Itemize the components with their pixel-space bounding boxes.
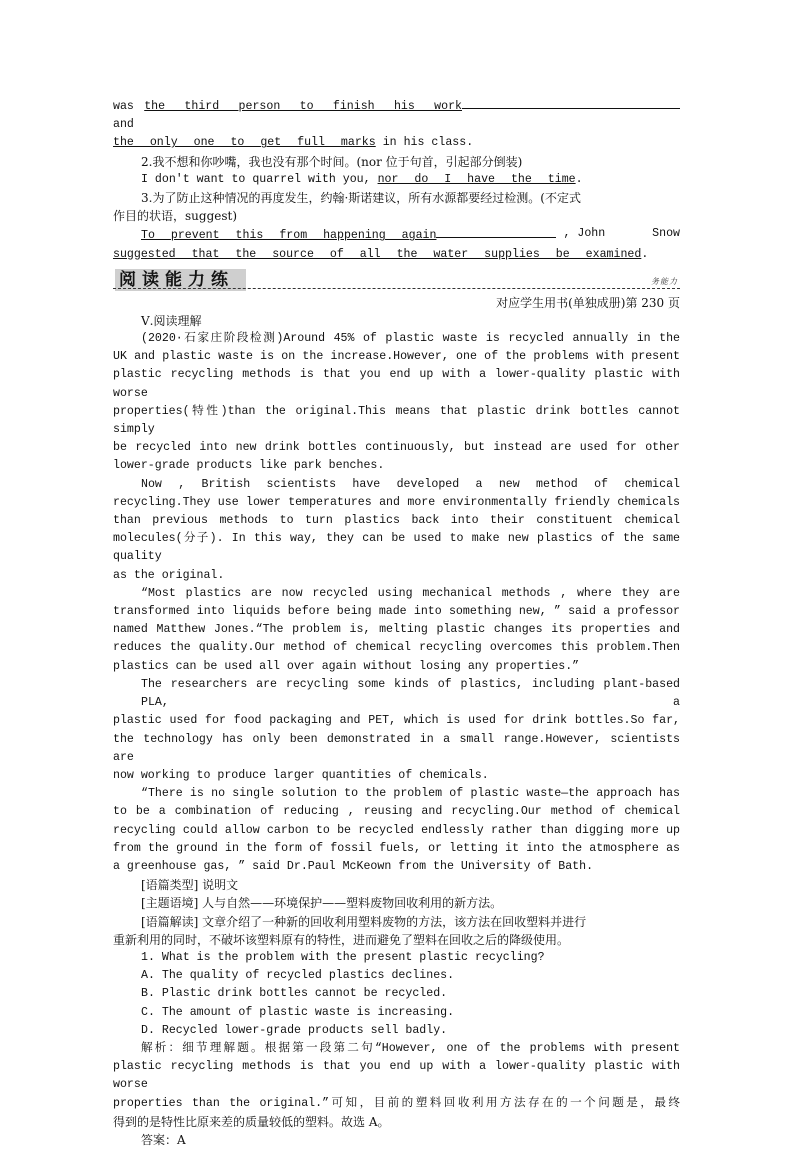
passage-line: properties(特性)than the original.This means that plastic drink bottles cannot simply xyxy=(113,404,680,437)
section-tag: 务能力 xyxy=(651,276,678,286)
section-header xyxy=(113,268,680,292)
passage-line: as the original. xyxy=(113,568,225,582)
passage-line: lower-grade products like park benches. xyxy=(113,459,385,473)
passage-line: plastic recycling methods is that you end up with a lower-quality plastic with worse xyxy=(113,368,680,400)
section-title: 阅读能力练 xyxy=(115,269,246,291)
passage-line: the technology has only been demonstrated in a small range.However, scientists are xyxy=(113,732,680,764)
passage-line: recycling.They use lower temperatures and more environmentally friendly chemicals xyxy=(113,495,680,509)
question-3-chinese-cont: 作目的状语，suggest) xyxy=(113,209,238,224)
question-1: 1. What is the problem with the present plastic recycling? xyxy=(141,950,545,964)
analysis-line: properties than the original.”可知，目前的塑料回收利用方法存在的一个问题是，最终 xyxy=(113,1096,680,1110)
reading-passage xyxy=(113,330,680,876)
reading-heading: Ⅴ.阅读理解 xyxy=(141,313,202,328)
passage-line: transformed into liquids before being made into something new, ” said a professor xyxy=(113,605,680,619)
passage-line: from the ground in the form of fossil fuels, or letting it into the atmosphere as xyxy=(113,841,680,855)
passage-line: recycling could allow carbon to be recycled endlessly rather than digging more up xyxy=(113,823,680,837)
passage-line: “Most plastics are now recycled using mechanical methods , where they are xyxy=(141,586,680,600)
analysis-line: 得到的是特性比原来差的质量较低的塑料。故选 A。 xyxy=(113,1114,390,1129)
question-2-chinese: 2.我不想和你吵嘴，我也没有那个时间。(nor 位于句首，引起部分倒装) xyxy=(141,154,523,169)
passage-line: plastics can be used all over again without losing any properties.” xyxy=(113,659,580,673)
page-reference: 对应学生用书(单独成册)第 230 页 xyxy=(496,295,680,310)
passage-line: plastic used for food packaging and PET, which is used for drink bottles.So far, xyxy=(113,714,680,728)
question-3-chinese: 3.为了防止这种情况的再度发生，约翰·斯诺建议，所有水源都要经过检测。(不定式 xyxy=(141,191,581,206)
option-a: A. The quality of recycled plastics declines. xyxy=(141,969,455,983)
passage-line: now working to produce larger quantities of chemicals. xyxy=(113,768,489,782)
passage-line: UK and plastic waste is on the increase.However, one of the problems with present xyxy=(113,350,680,364)
question-3-answer-1: To prevent this from happening again , John Snow xyxy=(141,227,680,243)
text-type: [语篇类型] 说明文 xyxy=(141,878,239,893)
question-3-answer-2: suggested that the source of all the water supplies be examined. xyxy=(113,247,649,261)
passage-line: (2020·石家庄阶段检测)Around 45% of plastic waste is recycled annually in the xyxy=(141,332,680,346)
answer-line-2: the only one to get full marks in his class. xyxy=(113,136,474,150)
analysis-line: 解析：细节理解题。根据第一段第二句“However, one of the problems with present xyxy=(141,1041,680,1055)
passage-line: a greenhouse gas, ” said Dr.Paul McKeown from the University of Bath. xyxy=(113,859,594,873)
theme-context: [主题语境] 人与自然——环境保护——塑料废物回收利用的新方法。 xyxy=(141,896,503,911)
option-b: B. Plastic drink bottles cannot be recycled. xyxy=(141,987,448,1001)
passage-line: be recycled into new drink bottles continuously, but instead are used for other xyxy=(113,441,680,455)
passage-line: to be a combination of reducing , reusing and recycling.Our method of chemical xyxy=(113,805,680,819)
text-interpretation-cont: 重新利用的同时，不破坏该塑料原有的特性，进而避免了塑料在回收之后的降级使用。 xyxy=(113,932,570,947)
analysis-line: plastic recycling methods is that you end up with a lower-quality plastic with worse xyxy=(113,1060,680,1092)
passage-line: The researchers are recycling some kinds of plastics, including plant-based PLA, a xyxy=(141,677,680,710)
answer: 答案：A xyxy=(141,1132,186,1147)
option-c: C. The amount of plastic waste is increasing. xyxy=(141,1005,455,1019)
passage-line: named Matthew Jones.“The problem is, melting plastic changes its properties and xyxy=(113,623,680,637)
answer-line-1: was the third person to finish his work and xyxy=(113,96,680,134)
passage-line: than previous methods to turn plastics back into their constituent chemical xyxy=(113,514,680,528)
text-interpretation: [语篇解读] 文章介绍了一种新的回收利用塑料废物的方法，该方法在回收塑料并进行 xyxy=(141,914,587,929)
document-page xyxy=(113,96,680,1149)
question-2-english: I don't want to quarrel with you, nor do I have the time. xyxy=(141,172,583,186)
passage-line: molecules(分子). In this way, they can be used to make new plastics of the same quality xyxy=(113,532,680,564)
option-d: D. Recycled lower-grade products sell badly. xyxy=(141,1023,448,1037)
passage-line: “There is no single solution to the problem of plastic waste—the approach has xyxy=(141,787,680,801)
passage-line: reduces the quality.Our method of chemical recycling overcomes this problem.Then xyxy=(113,641,680,655)
section-divider xyxy=(113,288,680,289)
passage-line: Now , British scientists have developed a new method of chemical xyxy=(141,477,680,491)
